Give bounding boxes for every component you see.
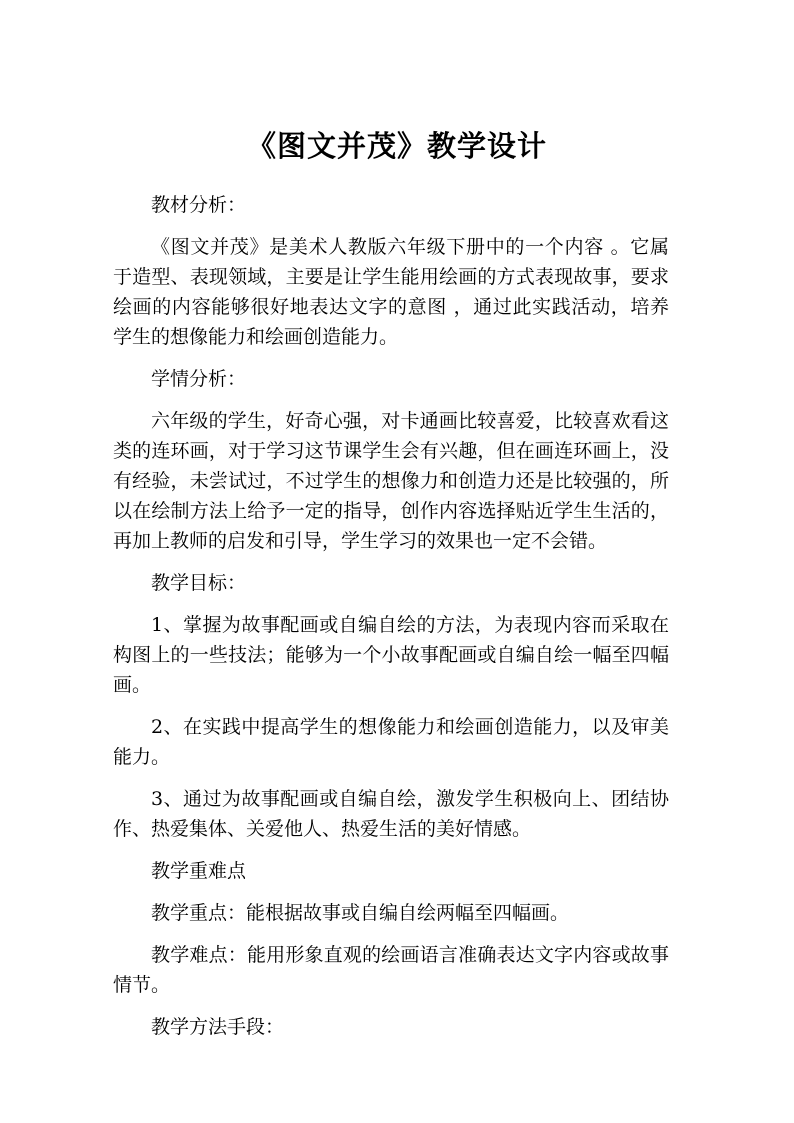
paragraph-teaching-focus: 教学重点：能根据故事或自编自绘两幅至四幅画。: [151, 902, 570, 924]
heading-key-points: 教学重难点: [151, 860, 247, 882]
document-body: [113, 190, 669, 1054]
heading-student-analysis: 学情分析：: [151, 368, 247, 390]
heading-teaching-methods: 教学方法手段：: [151, 1016, 285, 1038]
objective-item-3: 3、通过为故事配画或自编自绘，激发学生积极向上、团结协作、热爱集体、关爱他人、热爱生活的美好情感。: [113, 788, 669, 840]
heading-textbook-analysis: 教材分析：: [151, 194, 247, 216]
paragraph-textbook-analysis: 《图文并茂》是美术人教版六年级下册中的一个内容 。它属于造型、表现领域，主要是让学生能用绘画的方式表现故事，要求绘画的内容能够很好地表达文字的意图 ，通过此实践活动，培养学生的想像能力和绘画创造能力。: [113, 236, 669, 348]
paragraph-teaching-difficulty: 教学难点：能用形象直观的绘画语言准确表达文字内容或故事情节。: [113, 944, 669, 996]
objective-item-1: 1、掌握为故事配画或自编自绘的方法，为表现内容而采取在构图上的一些技法；能够为一个小故事配画或自编自绘一幅至四幅画。: [113, 614, 669, 696]
heading-teaching-objectives: 教学目标：: [151, 572, 247, 594]
paragraph-student-analysis: 六年级的学生，好奇心强，对卡通画比较喜爱，比较喜欢看这类的连环画，对于学习这节课学生会有兴趣，但在画连环画上，没有经验，未尝试过，不过学生的想像力和创造力还是比较强的，所以在绘制方法上给予一定的指导，创作内容选择贴近学生生活的，再加上教师的启发和引导，学生学习的效果也一定不会错。: [113, 410, 669, 552]
document-title: 《图文并茂》教学设计: [246, 129, 547, 163]
objective-item-2: 2、在实践中提高学生的想像能力和绘画创造能力，以及审美能力。: [113, 716, 669, 768]
